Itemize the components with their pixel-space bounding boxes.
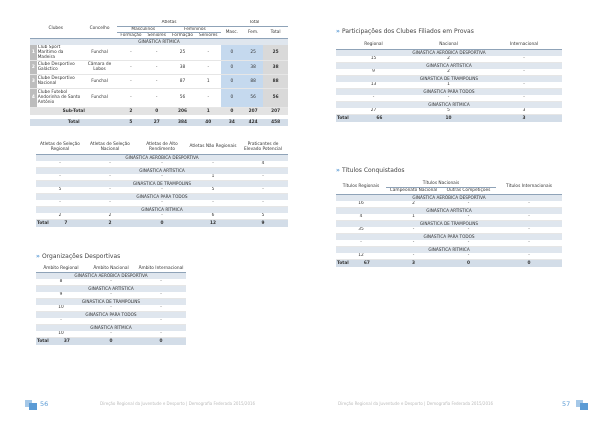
- cell: -: [441, 201, 496, 208]
- cell: -: [136, 200, 188, 207]
- cell: -: [496, 253, 562, 260]
- cell: -: [86, 318, 136, 325]
- cell: 0: [136, 219, 188, 227]
- total-label: Total: [337, 260, 349, 266]
- section-label: GINÁSTICA RÍTMICA: [336, 101, 562, 108]
- section-label: GINÁSTICA DE TRAMPOLINS: [36, 298, 186, 305]
- cell: 207: [263, 107, 288, 115]
- cell: 37: [63, 338, 70, 344]
- cell: -: [486, 69, 562, 76]
- section-label: GINÁSTICA DE TRAMPOLINS: [36, 180, 288, 187]
- cell: 1: [188, 174, 238, 181]
- cell: -: [441, 214, 496, 221]
- cell: -: [196, 60, 221, 74]
- cell: 2: [386, 201, 441, 208]
- cell: 13: [336, 82, 411, 89]
- org-section-title: » Organizações Desportivas: [36, 253, 121, 260]
- col-outras: Outras Competições: [441, 187, 496, 194]
- cell: -: [486, 56, 562, 63]
- cell: -: [86, 292, 136, 299]
- cell: 12: [188, 219, 238, 227]
- cell: 27: [144, 119, 169, 126]
- cell: 5: [238, 213, 288, 220]
- cell: -: [238, 200, 288, 207]
- cell: 10: [411, 114, 486, 122]
- cell: 1: [196, 74, 221, 88]
- page-number: 57: [562, 400, 571, 408]
- col-header: Âmbito Regional: [36, 265, 86, 272]
- concelho: Funchal: [82, 74, 118, 88]
- total-label: Total: [337, 115, 349, 121]
- cell: 1: [386, 214, 441, 221]
- subtotal-label: Sub-Total: [30, 107, 117, 115]
- cell: 2: [411, 56, 486, 63]
- cell: 35: [336, 227, 386, 234]
- cell: 0: [136, 337, 186, 345]
- cell: 9: [336, 69, 411, 76]
- cell: 12: [336, 253, 386, 260]
- cell: -: [136, 213, 188, 220]
- total-label: Total: [37, 338, 49, 344]
- cell: -: [144, 60, 169, 74]
- cell: 0: [144, 107, 169, 115]
- cell: 56: [169, 88, 196, 107]
- cell: 38: [169, 60, 196, 74]
- cell: 56: [263, 88, 288, 107]
- cell: 67: [363, 260, 370, 266]
- cell: 9: [238, 219, 288, 227]
- cell: -: [486, 82, 562, 89]
- club-name: Club Sport Marítimo da Madeira: [37, 45, 82, 61]
- cell: 38: [243, 60, 263, 74]
- section-label: GINÁSTICA ARTÍSTICA: [336, 62, 562, 69]
- cell: -: [36, 161, 84, 168]
- cell: 8: [36, 279, 86, 286]
- cell: 0: [496, 259, 562, 267]
- cell: 10: [36, 331, 86, 338]
- participations-table: [336, 41, 562, 122]
- cell: -: [144, 74, 169, 88]
- col-header: Atletas de Seleção Regional: [36, 140, 84, 154]
- right-page: [300, 0, 600, 424]
- cell: 16: [336, 201, 386, 208]
- cell: 1: [196, 107, 221, 115]
- org-title-text: Organizações Desportivas: [41, 253, 121, 260]
- col-f-seniores: Seniores: [196, 32, 221, 38]
- cell: 15: [336, 56, 411, 63]
- participations-title-text: Participações dos Clubes Filiados em Provas: [341, 28, 474, 35]
- cell: -: [238, 187, 288, 194]
- section-label: GINÁSTICA ARTÍSTICA: [336, 207, 562, 214]
- col-nacionais: Títulos Nacionais: [386, 180, 496, 187]
- cell: 87: [169, 74, 196, 88]
- cell: 66: [376, 115, 383, 121]
- cell: -: [411, 95, 486, 102]
- concelho: Funchal: [82, 88, 118, 107]
- col-header: Internacional: [486, 41, 562, 49]
- club-name: Clube Futebol Andorinha de Santo António: [37, 90, 81, 105]
- col-header: Atletas de Alto Rendimento: [136, 140, 188, 154]
- total-row: [36, 219, 84, 227]
- page-footer: Direção Regional da Juventude e Desporto | Demografia Federada 2015/2016: [338, 401, 494, 406]
- cell: 34: [221, 119, 243, 126]
- total-label: Total: [30, 119, 117, 126]
- cell: 3: [486, 114, 562, 122]
- cell: -: [86, 331, 136, 338]
- cell: 4: [238, 161, 288, 168]
- total-row: [36, 337, 86, 345]
- cell: -: [136, 174, 188, 181]
- col-header: Âmbito Internacional: [136, 265, 186, 272]
- club-name: Clube Desportivo Nacional: [37, 74, 82, 88]
- cell: -: [36, 318, 86, 325]
- club-name: Clube Desportivo Galáctico: [37, 60, 82, 74]
- titles-table: [336, 180, 562, 267]
- concelho: Câmara de Lobos: [82, 60, 118, 74]
- col-header: Praticantes de Elevado Potencial: [238, 140, 288, 154]
- organizations-table: [36, 265, 186, 345]
- section-label: GINÁSTICA PARA TODOS: [336, 88, 562, 95]
- col-header: Nacional: [411, 41, 486, 49]
- cell: -: [386, 253, 441, 260]
- section-label: GINÁSTICA PARA TODOS: [36, 193, 288, 200]
- col-header: Regional: [336, 41, 411, 49]
- page-footer: Direção Regional da Juventude e Desporto | Demografia Federada 2015/2016: [100, 401, 256, 406]
- cell: -: [496, 227, 562, 234]
- cell: -: [117, 60, 144, 74]
- row-number: 4: [30, 88, 37, 107]
- section-label: GINÁSTICA DE TRAMPOLINS: [336, 220, 562, 227]
- cell: 5: [36, 187, 84, 194]
- page-marker-icon: [576, 400, 588, 410]
- cell: 1: [411, 82, 486, 89]
- cell: -: [144, 88, 169, 107]
- cell: -: [136, 161, 188, 168]
- col-f-formacao: Formação: [169, 32, 196, 38]
- col-fem: Fem.: [243, 26, 263, 38]
- section-label: GINÁSTICA DE TRAMPOLINS: [336, 75, 562, 82]
- cell: 0: [86, 337, 136, 345]
- cell: -: [84, 187, 136, 194]
- row-number: 2: [30, 60, 37, 74]
- cell: 38: [263, 60, 288, 74]
- cell: 88: [243, 74, 263, 88]
- section-label: GINÁSTICA AERÓBICA DESPORTIVA: [36, 272, 186, 279]
- section-label: GINÁSTICA AERÓBICA DESPORTIVA: [336, 194, 562, 201]
- cell: 0: [221, 45, 243, 61]
- cell: 458: [263, 119, 288, 126]
- cell: 207: [243, 107, 263, 115]
- cell: -: [84, 200, 136, 207]
- col-header: Atletas Não Regionais: [188, 140, 238, 154]
- cell: 5: [188, 187, 238, 194]
- cell: 40: [196, 119, 221, 126]
- col-concelho: Concelho: [82, 20, 118, 38]
- row-number: 1: [30, 45, 37, 61]
- cell: -: [86, 305, 136, 312]
- col-campeonato: Campeonato Nacional: [386, 187, 441, 194]
- cell: -: [196, 88, 221, 107]
- section-label: GINÁSTICA RÍTMICA: [30, 38, 288, 45]
- cell: -: [188, 200, 238, 207]
- cell: 206: [169, 107, 196, 115]
- col-internacionais: Títulos Internacionais: [496, 180, 562, 194]
- total-label: Total: [37, 220, 49, 226]
- cell: 27: [336, 108, 411, 115]
- concelho: Funchal: [82, 45, 118, 61]
- cell: 25: [263, 45, 288, 61]
- cell: -: [386, 227, 441, 234]
- cell: -: [386, 240, 441, 247]
- col-total: Total: [221, 20, 288, 26]
- section-label: GINÁSTICA RÍTMICA: [36, 324, 186, 331]
- cell: 88: [263, 74, 288, 88]
- cell: -: [441, 227, 496, 234]
- cell: -: [86, 279, 136, 286]
- cell: -: [117, 88, 144, 107]
- cell: -: [136, 305, 186, 312]
- col-header: Atletas de Seleção Nacional: [84, 140, 136, 154]
- titles-title-text: Títulos Conquistados: [341, 167, 405, 174]
- cell: 2: [84, 219, 136, 227]
- col-atletas: Atletas: [117, 20, 220, 26]
- cell: -: [136, 279, 186, 286]
- total-row: [336, 259, 386, 267]
- cell: 2: [36, 213, 84, 220]
- cell: 7: [64, 220, 68, 226]
- section-label: GINÁSTICA AERÓBICA DESPORTIVA: [336, 49, 562, 56]
- cell: -: [496, 240, 562, 247]
- cell: 0: [221, 88, 243, 107]
- cell: -: [238, 174, 288, 181]
- cell: 5: [411, 108, 486, 115]
- cell: 9: [36, 292, 86, 299]
- cell: 2: [84, 213, 136, 220]
- cell: -: [117, 45, 144, 61]
- cell: 0: [221, 60, 243, 74]
- cell: 5: [117, 119, 144, 126]
- col-regional: Títulos Regionais: [336, 180, 386, 194]
- col-femininos: Femininos: [169, 26, 221, 32]
- section-label: GINÁSTICA PARA TODOS: [36, 311, 186, 318]
- cell: -: [136, 318, 186, 325]
- participations-section-title: » Participações dos Clubes Filiados em Provas: [336, 28, 474, 35]
- page-marker-icon: [25, 400, 37, 410]
- cell: 10: [36, 305, 86, 312]
- cell: -: [136, 292, 186, 299]
- athlete-levels-table: [36, 140, 288, 227]
- row-number: 3: [30, 74, 37, 88]
- cell: -: [336, 95, 411, 102]
- cell: 2: [117, 107, 144, 115]
- col-header: Âmbito Nacional: [86, 265, 136, 272]
- cell: 4: [336, 214, 386, 221]
- cell: 25: [169, 45, 196, 61]
- cell: -: [84, 161, 136, 168]
- cell: 0: [441, 259, 496, 267]
- cell: -: [144, 45, 169, 61]
- col-clubes: Clubes: [30, 20, 82, 38]
- cell: 25: [243, 45, 263, 61]
- cell: -: [496, 201, 562, 208]
- section-label: GINÁSTICA RÍTMICA: [36, 206, 288, 213]
- cell: -: [196, 45, 221, 61]
- total-row: [336, 114, 411, 122]
- col-m-formacao: Formação: [117, 32, 144, 38]
- section-label: GINÁSTICA ARTÍSTICA: [36, 167, 288, 174]
- cell: -: [441, 240, 496, 247]
- cell: -: [336, 240, 386, 247]
- cell: -: [136, 187, 188, 194]
- clubs-athletes-table: [30, 20, 288, 126]
- cell: 6: [188, 213, 238, 220]
- section-label: GINÁSTICA PARA TODOS: [336, 233, 562, 240]
- col-m-seniores: Seniores: [144, 32, 169, 38]
- cell: 0: [221, 107, 243, 115]
- section-label: GINÁSTICA AERÓBICA DESPORTIVA: [36, 154, 288, 161]
- cell: -: [36, 174, 84, 181]
- cell: -: [486, 95, 562, 102]
- cell: 0: [221, 74, 243, 88]
- section-label: GINÁSTICA RÍTMICA: [336, 246, 562, 253]
- cell: -: [496, 214, 562, 221]
- cell: 424: [243, 119, 263, 126]
- cell: -: [36, 200, 84, 207]
- cell: -: [84, 174, 136, 181]
- cell: -: [188, 161, 238, 168]
- cell: 2: [411, 69, 486, 76]
- cell: 56: [243, 88, 263, 107]
- page-number: 56: [40, 400, 49, 408]
- cell: -: [117, 74, 144, 88]
- cell: -: [441, 253, 496, 260]
- cell: 384: [169, 119, 196, 126]
- cell: -: [136, 331, 186, 338]
- section-label: GINÁSTICA ARTÍSTICA: [36, 285, 186, 292]
- col-masculinos: Masculinos: [117, 26, 169, 32]
- col-total-sum: Total: [263, 26, 288, 38]
- cell: 3: [486, 108, 562, 115]
- cell: 3: [386, 259, 441, 267]
- col-masc: Masc.: [221, 26, 243, 38]
- titles-section-title: » Títulos Conquistados: [336, 167, 405, 174]
